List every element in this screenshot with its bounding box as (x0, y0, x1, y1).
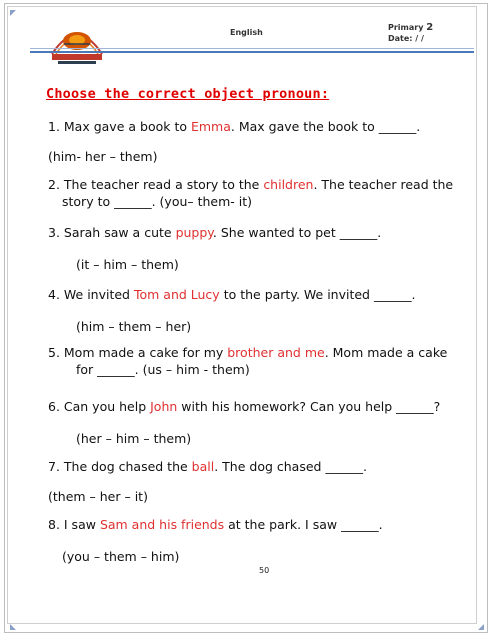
page-number: 50 (259, 566, 270, 575)
question-text: . The dog chased ______. (214, 459, 367, 474)
header-rule (30, 51, 474, 53)
options-1: (him- her – them) (48, 149, 158, 164)
corner-mark (478, 624, 484, 630)
question-text: to the party. We invited ______. (219, 287, 416, 302)
grade-label (388, 22, 433, 33)
grade-prefix: Primary (388, 23, 424, 32)
question-2 (48, 176, 468, 193)
question-highlight: puppy (175, 225, 213, 240)
date-label: Date: / / (388, 34, 424, 43)
question-text: with his homework? Can you help ______? (177, 399, 441, 414)
question-text: 6. Can you help (48, 399, 151, 414)
question-text: 2. The teacher read a story to the (48, 177, 264, 192)
options-3: (it – him – them) (76, 257, 179, 272)
grade-number: 2 (426, 22, 434, 33)
question-text: 3. Sarah saw a cute (48, 225, 176, 240)
question-highlight: children (263, 177, 314, 192)
corner-mark (10, 10, 16, 16)
question-text: 8. I saw (48, 517, 100, 532)
question-highlight: Sam and his friends (99, 517, 225, 532)
question-highlight: Tom and Lucy (133, 287, 220, 302)
question-3 (48, 224, 468, 241)
question-text: at the park. I saw ______. (224, 517, 383, 532)
question-highlight: Emma (190, 119, 231, 134)
question-4 (48, 286, 468, 303)
question-5 (48, 344, 468, 361)
worksheet-title: Choose the correct object pronoun: (46, 86, 330, 102)
question-text: 5. Mom made a cake for my (48, 345, 228, 360)
question-text: . She wanted to pet ______. (212, 225, 382, 240)
question-highlight: brother and me (227, 345, 325, 360)
options-8: (you – them – him) (62, 549, 180, 564)
question-7 (48, 458, 468, 475)
question-1 (48, 118, 468, 135)
question-text: 1. Max gave a book to (48, 119, 191, 134)
options-4: (him – them – her) (76, 319, 192, 334)
question-text: . Max gave the book to ______. (230, 119, 421, 134)
question-text: 4. We invited (48, 287, 134, 302)
options-7: (them – her – it) (48, 489, 148, 504)
header-rule-thin (30, 48, 474, 49)
question-2-line-2: story to ______. (you– them- it) (62, 194, 253, 209)
question-text: 7. The dog chased the (48, 459, 192, 474)
subject-label: English (230, 28, 263, 37)
question-text: . Mom made a cake (324, 345, 448, 360)
question-5-line-2: for ______. (us – him - them) (76, 362, 250, 377)
corner-mark (10, 624, 16, 630)
options-6: (her – him – them) (76, 431, 192, 446)
question-highlight: ball (191, 459, 215, 474)
question-text: . The teacher read the (313, 177, 454, 192)
school-logo-icon (42, 14, 112, 66)
question-6 (48, 398, 468, 415)
question-8 (48, 516, 468, 533)
question-highlight: John (150, 399, 178, 414)
